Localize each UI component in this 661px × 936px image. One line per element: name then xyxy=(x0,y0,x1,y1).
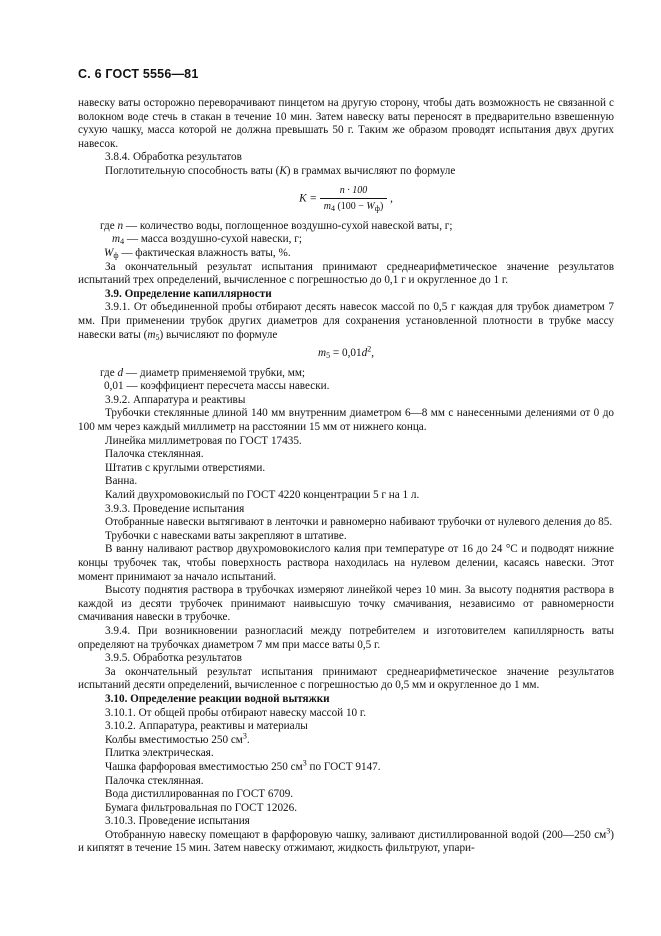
paragraph: В ванну наливают раствор двухромовокислого калия при температуре от 16 до 24 °С и подводят нижние концы трубочек так, чтобы поверхность раствора находилась на нулевом делении, касаясь навески. Этот момент принимают за начало испытаний. xyxy=(78,543,614,583)
definition: $m_4$ — масса воздушно-сухой навески, г; xyxy=(112,233,302,247)
subsection-heading: 3.9.2. Аппаратура и реактивы xyxy=(105,393,246,406)
formula-mass: $m_5 = 0,01d^2$, xyxy=(318,344,374,361)
subsection-heading: 3.9.3. Проведение испытания xyxy=(105,502,245,515)
paragraph xyxy=(78,165,614,179)
list-item: Бумага фильтровальная по ГОСТ 12026. xyxy=(105,801,298,814)
list-item: Линейка миллиметровая по ГОСТ 17435. xyxy=(105,434,302,447)
list-item: Палочка стеклянная. xyxy=(105,448,204,461)
formula-numerator: n · 100 xyxy=(320,184,388,200)
subsection-heading: 3.10.3. Проведение испытания xyxy=(105,815,250,828)
list-item: Палочка стеклянная. xyxy=(105,774,204,787)
document-body xyxy=(78,97,614,856)
paragraph: Высоту поднятия раствора в трубочках измеряют линейкой через 10 мин. За высоту поднятия раствора в каждой из десяти трубочек принимают наивысшую точку смачивания, независимо от равномерности смачивания навески в трубочке. xyxy=(78,584,614,624)
definition: где d — диаметр применяемой трубки, мм; xyxy=(100,366,306,379)
section-heading-3-9: 3.9. Определение капиллярности xyxy=(105,287,272,300)
list-item: Ванна. xyxy=(105,475,138,488)
variable: K xyxy=(279,164,287,177)
list-item: Плитка электрическая. xyxy=(105,747,214,760)
document-page xyxy=(78,0,614,936)
subsection-heading: 3.8.4. Обработка результатов xyxy=(105,151,242,164)
paragraph: 3.9.1. От объединенной пробы отбирают десять навесок массой по 0,5 г каждая для трубок диаметром 7 мм. При применении трубок других диаметров для сохранения установленной плотности в трубке массу навески ваты $(m_5)$ вычисляют по формуле xyxy=(78,301,614,342)
formula-lhs: K = xyxy=(299,192,317,205)
paragraph: Трубочки стеклянные длиной 140 мм внутренним диаметром 6—8 мм с нанесенными делениями от 0 до 100 мм через каждый миллиметр на расстоянии 15 мм от нижнего конца. xyxy=(78,407,614,434)
formula-tail: , xyxy=(387,192,393,205)
list-item: Вода дистиллированная по ГОСТ 6709. xyxy=(105,788,294,801)
list-item: Колбы вместимостью 250 $см^3$. xyxy=(105,730,250,746)
paragraph: 3.10.1. От общей пробы отбирают навеску массой 10 г. xyxy=(105,706,367,719)
text: Поглотительную способность ваты ( xyxy=(105,164,280,177)
formula-denominator: $m_4$ $(100 - W_ф)$ xyxy=(323,201,384,214)
subsection-heading: 3.9.5. Обработка результатов xyxy=(105,652,242,665)
paragraph: Отобранную навеску помещают в фарфоровую чашку, заливают дистиллированной водой (200—250 $см^3$) и кипятят в течение 15 мин. Затем навеску отжимают, жидкость фильтруют, упари- xyxy=(78,826,614,855)
text: ) в граммах вычисляют по формуле xyxy=(286,164,456,177)
definition: где n — количество воды, поглощенное воздушно-сухой навеской ваты, г; xyxy=(100,219,453,232)
paragraph: Трубочки с навесками ваты закрепляют в штативе. xyxy=(105,529,347,542)
formula-fraction xyxy=(320,184,388,214)
paragraph: За окончательный результат испытания принимают среднеарифметическое значение результатов испытаний трех определений, вычисленное с погрешностью до 0,1 г и округленное до 1 г. xyxy=(78,260,614,287)
section-heading-3-10: 3.10. Определение реакции водной вытяжки xyxy=(105,692,330,705)
definition: $W_ф$ — фактическая влажность ваты, %. xyxy=(104,246,291,260)
list-item: Калий двухромовокислый по ГОСТ 4220 концентрации 5 г на 1 л. xyxy=(105,489,420,502)
paragraph: За окончательный результат испытания принимают среднеарифметическое значение результатов испытаний десяти определений, вычисленное с погрешностью до 0,5 мм и округленное до 1 мм. xyxy=(78,665,614,692)
formula-absorption xyxy=(78,184,614,214)
page-header: С. 6 ГОСТ 5556—81 xyxy=(78,67,199,81)
definition: 0,01 — коэффициент пересчета массы навески. xyxy=(104,380,330,393)
list-item: Чашка фарфоровая вместимостью 250 $см^3$ по ГОСТ 9147. xyxy=(105,758,381,773)
paragraph: навеску ваты осторожно переворачивают пинцетом на другую сторону, чтобы дать возможность не связанной с волокном воде стечь в стакан в течение 10 мин. Затем навеску ваты переносят в предварительно взвешенную сухую чашку, масса которой не должна превышать 50 г. Таким же образом проводят испытания двух других навесок. xyxy=(78,97,614,150)
paragraph: 3.9.4. При возникновении разногласий между потребителем и изготовителем капиллярность ваты определяют на трубочках диаметром 7 мм при массе ваты 0,5 г. xyxy=(78,624,614,651)
list-item: Штатив с круглыми отверстиями. xyxy=(105,461,266,474)
subsection-heading: 3.10.2. Аппаратура, реактивы и материалы xyxy=(105,720,308,733)
paragraph: Отобранные навески вытягивают в ленточки и равномерно набивают трубочки от нулевого деления до 85. xyxy=(105,516,613,529)
